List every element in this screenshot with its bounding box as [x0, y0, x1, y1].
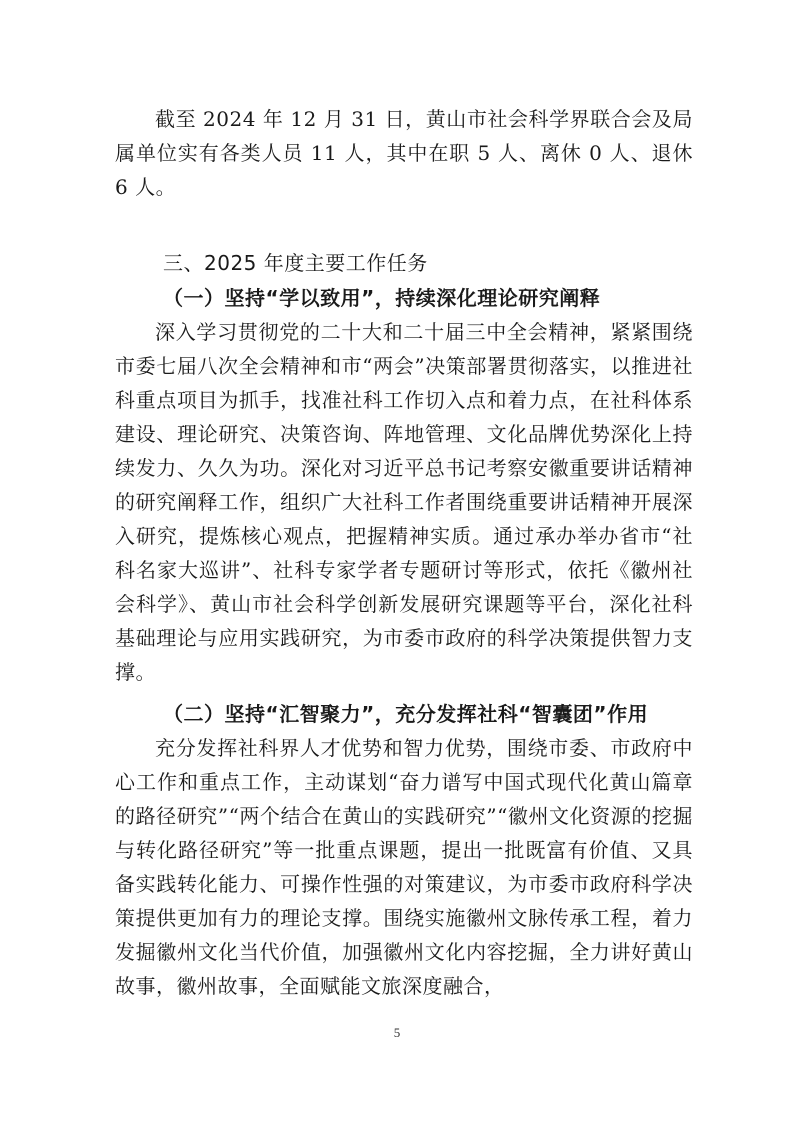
section-heading-tasks-2025: 三、2025 年度主要工作任务: [163, 251, 428, 275]
page-number: 5: [393, 1025, 401, 1040]
subsection-heading-theory-research: （一）坚持“学以致用”，持续深化理论研究阐释: [163, 286, 601, 310]
paragraph-think-tank: 充分发挥社科界人才优势和智力优势，围绕市委、市政府中心工作和重点工作，主动谋划“奋力谱写中国式现代化黄山篇章的路径研究”“两个结合在黄山的实践研究”“徽州文化资源的挖掘与转化路径研究”等一批重点课题，提出一批既富有价值、又具备实践转化能力、可操作性强的对策建议，为市委市政府科学决策提供更加有力的理论支撑。围绕实施徽州文脉传承工程，着力发掘徽州文化当代价值，加强徽州文化内容挖掘，全力讲好黄山故事，徽州故事，全面赋能文旅深度融合，: [115, 736, 693, 998]
subsection-heading-think-tank: （二）坚持“汇智聚力”，充分发挥社科“智囊团”作用: [163, 702, 649, 726]
paragraph-theory-research: 深入学习贯彻党的二十大和二十届三中全会精神，紧紧围绕市委七届八次全会精神和市“两会”决策部署贯彻落实，以推进社科重点项目为抓手，找准社科工作切入点和着力点，在社科体系建设、理论研究、决策咨询、阵地管理、文化品牌优势深化上持续发力、久久为功。深化对习近平总书记考察安徽重要讲话精神的研究阐释工作，组织广大社科工作者围绕重要讲话精神开展深入研究，提炼核心观点，把握精神实质。通过承办举办省市“社科名家大巡讲”、社科专家学者专题研讨等形式，依托《徽州社会科学》、黄山市社会科学创新发展研究课题等平台，深化社科基础理论与应用实践研究，为市委市政府的科学决策提供智力支撑。: [115, 320, 693, 684]
paragraph-staff-count: 截至 2024 年 12 月 31 日，黄山市社会科学界联合会及局属单位实有各类人员 11 人，其中在职 5 人、离休 0 人、退休 6 人。: [115, 107, 693, 199]
